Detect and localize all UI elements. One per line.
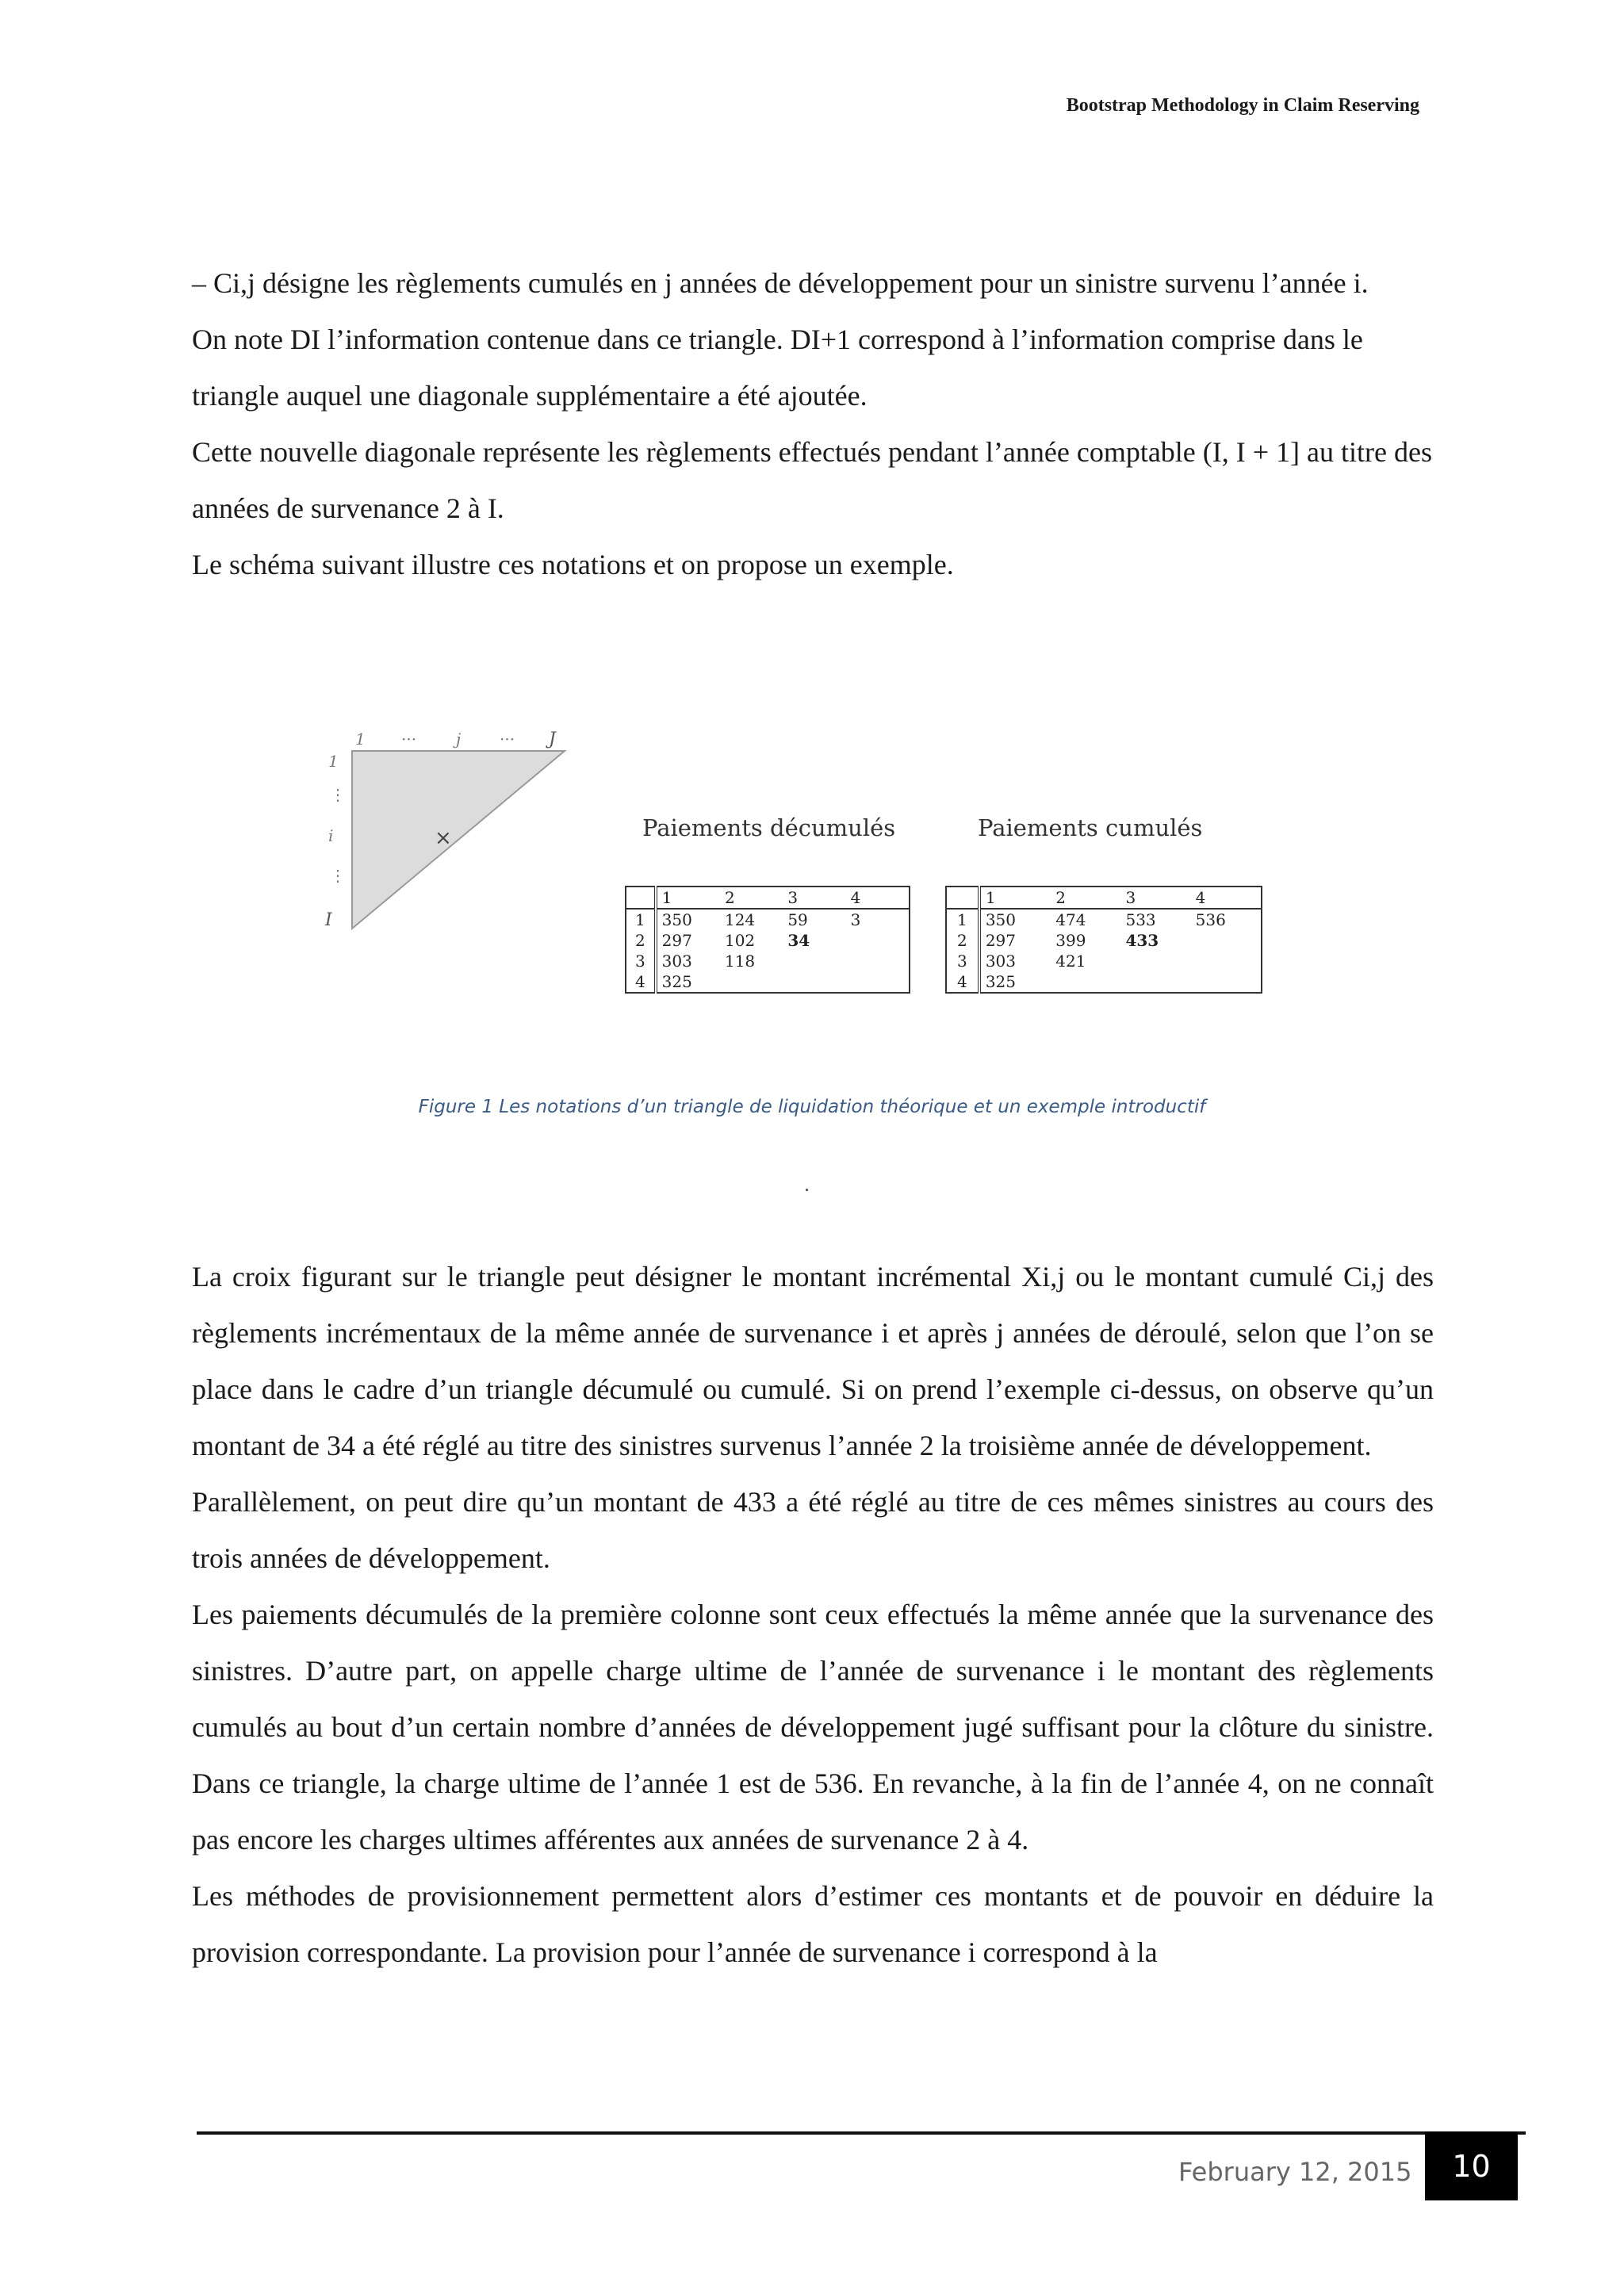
table-cell: 474 [1055,910,1086,929]
decumule-table [625,886,910,994]
table-cell: 536 [1195,910,1226,929]
paragraph: Les méthodes de provisionnement permettent alors d’estimer ces montants et de pouvoir en déduire la provision correspondante. La provision pour l’année de survenance i correspond à la [192,1880,1434,1968]
table-row [946,909,1262,930]
stray-dot: . [804,1172,810,1197]
table-row [626,971,910,993]
table-cell: 59 [787,910,808,929]
table-cell: 124 [724,910,756,929]
column-header: 3 [783,887,845,909]
column-header: 4 [1191,887,1262,909]
table-cell [1120,971,1190,993]
running-head: Bootstrap Methodology in Claim Reserving [1066,95,1419,116]
column-header: 4 [846,887,910,909]
paragraph: – Ci,j désigne les règlements cumulés en j années de développement pour un sinistre survenu l’année i. [192,267,1369,299]
table-cell: 533 [1125,910,1156,929]
table-cell: 303 [661,952,692,971]
table-row [626,951,910,971]
triangle-left-label: ⋮ [330,866,346,885]
triangle-top-label: ··· [500,730,515,749]
table-cell: 325 [985,972,1017,991]
row-label: 3 [626,951,656,971]
table-title-cumule: Paiements cumulés [978,814,1203,841]
table-cell: 3 [850,910,861,929]
table-row [946,971,1262,993]
header-corner [946,887,979,909]
triangle-left-label: I [325,910,332,930]
table-row [626,930,910,951]
row-label: 3 [946,951,979,971]
figure-1 [317,718,1285,1019]
paragraph: Cette nouvelle diagonale représente les règlements effectués pendant l’année comptable (I, I + 1] au titre des années de survenance 2 à I. [192,436,1432,524]
figure-caption: Figure 1 Les notations d’un triangle de liquidation théorique et un exemple introductif [418,1097,1206,1117]
table-cell [1191,951,1262,971]
triangle-top-label: 1 [355,730,366,749]
table-cell [1120,951,1190,971]
table-cell [846,930,910,951]
table-row [946,951,1262,971]
cell-marker-cross: × [435,826,452,850]
column-header: 3 [1120,887,1190,909]
table-cell [846,951,910,971]
table-cell: 325 [661,972,692,991]
table-cell [1191,930,1262,951]
triangle-left-label: 1 [328,752,339,771]
page-number: 10 [1425,2131,1518,2200]
paragraph: Parallèlement, on peut dire qu’un montant de 433 a été réglé au titre de ces mêmes sinistres au cours des trois années de développement. [192,1486,1434,1574]
body-text-top [192,255,1434,593]
row-label: 1 [626,909,656,930]
table-header-row [626,887,910,909]
triangle-left-label: i [328,826,334,845]
row-label: 1 [946,909,979,930]
table-cell [1191,971,1262,993]
triangle-top-label: j [456,730,462,749]
header-corner [626,887,656,909]
table-cell: 118 [724,952,756,971]
table-cell [783,971,845,993]
table-row [946,930,1262,951]
triangle-left-label: ⋮ [330,785,346,804]
cumule-table [945,886,1262,994]
footer-date: February 12, 2015 [1178,2157,1412,2187]
row-label: 4 [946,971,979,993]
paragraph: On note DI l’information contenue dans ce triangle. DI+1 correspond à l’information comprise dans le triangle auquel une diagonale supplémentaire a été ajoutée. [192,324,1363,412]
development-triangle-diagram [317,718,579,948]
table-row [626,909,910,930]
table-cell: 297 [661,931,692,950]
footer-rule [197,2131,1526,2135]
triangle-top-label: J [549,730,556,749]
table-cell: 297 [985,931,1017,950]
table-header-row [946,887,1262,909]
table-cell [846,971,910,993]
row-label: 2 [626,930,656,951]
table-cell: 399 [1055,931,1086,950]
row-label: 2 [946,930,979,951]
column-header: 2 [1051,887,1120,909]
paragraph: Le schéma suivant illustre ces notations et on propose un exemple. [192,549,954,580]
triangle-shape [352,751,565,929]
table-cell: 350 [985,910,1017,929]
table-cell: 102 [724,931,756,950]
table-cell: 421 [1055,952,1086,971]
table-cell [783,951,845,971]
triangle-top-label: ··· [401,730,417,749]
paragraph: La croix figurant sur le triangle peut désigner le montant incrémental Xi,j ou le montant cumulé Ci,j des règlements incrémentaux de la même année de survenance i et après j années de déroulé, selon que l’on se place dans le cadre d’un triangle décumulé ou cumulé. Si on prend l’exemple ci-dessus, on observe qu’un montant de 34 a été réglé au titre des sinistres survenus l’année 2 la troisième année de développement. [192,1261,1434,1461]
table-cell: 303 [985,952,1017,971]
body-text-bottom [192,1249,1434,1981]
table-cell-highlight: 34 [787,931,810,950]
table-cell [720,971,783,993]
column-header: 1 [656,887,720,909]
column-header: 2 [720,887,783,909]
column-header: 1 [979,887,1051,909]
paragraph: Les paiements décumulés de la première colonne sont ceux effectués la même année que la survenance des sinistres. D’autre part, on appelle charge ultime de l’année de survenance i le montant des règlements cumulés au bout d’un certain nombre d’années de développement jugé suffisant pour la clôture du sinistre. Dans ce triangle, la charge ultime de l’année 1 est de 536. En revanche, à la fin de l’année 4, on ne connaît pas encore les charges ultimes afférentes aux années de survenance 2 à 4. [192,1599,1434,1855]
table-title-decumule: Paiements décumulés [642,814,896,841]
table-cell: 350 [661,910,692,929]
table-cell-highlight: 433 [1125,931,1159,950]
table-cell [1051,971,1120,993]
row-label: 4 [626,971,656,993]
